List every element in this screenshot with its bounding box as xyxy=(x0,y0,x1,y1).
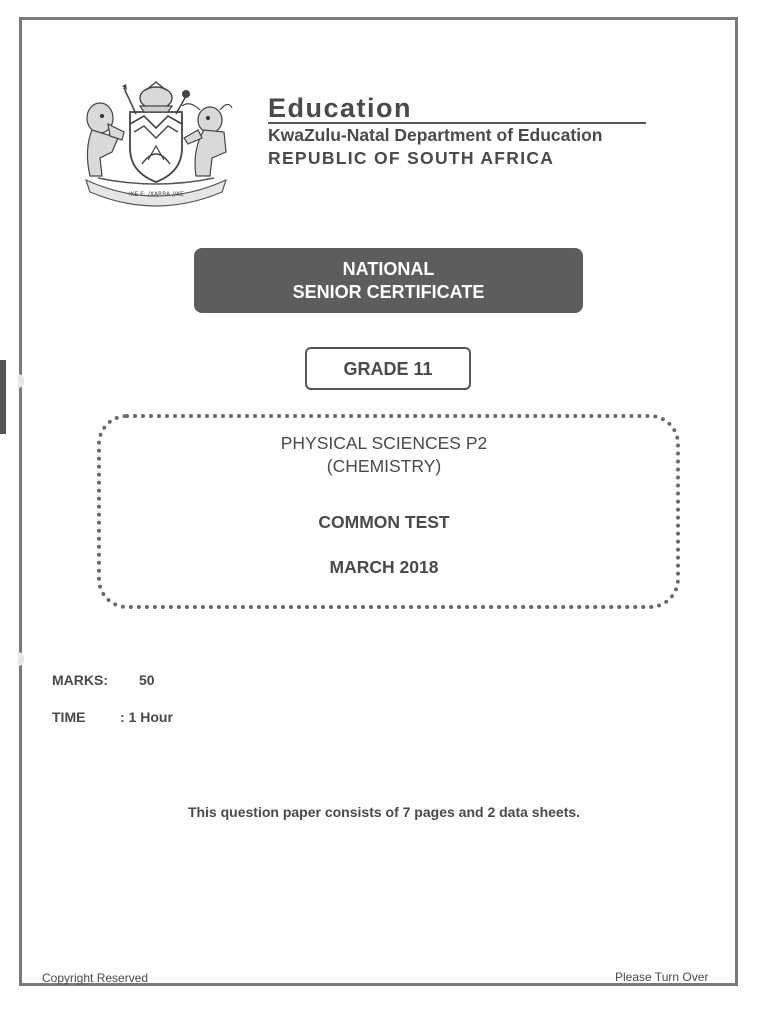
time-label: TIME xyxy=(52,709,86,725)
footer-turn-over: Please Turn Over xyxy=(615,970,709,984)
marks-value: 50 xyxy=(139,672,155,688)
test-date: MARCH 2018 xyxy=(329,557,439,577)
department-title: Education xyxy=(268,93,413,123)
certificate-line-2: SENIOR CERTIFICATE xyxy=(292,282,485,302)
coat-of-arms-icon xyxy=(78,80,234,208)
footer-copyright: Copyright Reserved xyxy=(42,971,149,985)
test-type: COMMON TEST xyxy=(318,512,450,532)
crest-motto: !KE E: /XARRA //KE xyxy=(128,191,184,198)
certificate-line-1: NATIONAL xyxy=(342,259,435,279)
scan-edge-mark xyxy=(0,360,6,434)
certificate-banner xyxy=(194,248,583,313)
country-name: REPUBLIC OF SOUTH AFRICA xyxy=(268,148,555,168)
subject-title: PHYSICAL SCIENCES P2 xyxy=(280,433,488,453)
paper-info-note: This question paper consists of 7 pages and 2 data sheets. xyxy=(187,804,581,820)
subject-subtitle: (CHEMISTRY) xyxy=(326,456,442,476)
grade-badge: GRADE 11 xyxy=(305,347,471,390)
time-value: : 1 Hour xyxy=(120,709,173,725)
title-rule xyxy=(268,122,646,124)
marks-label: MARKS: xyxy=(52,672,108,688)
department-name: KwaZulu-Natal Department of Education xyxy=(268,125,603,145)
